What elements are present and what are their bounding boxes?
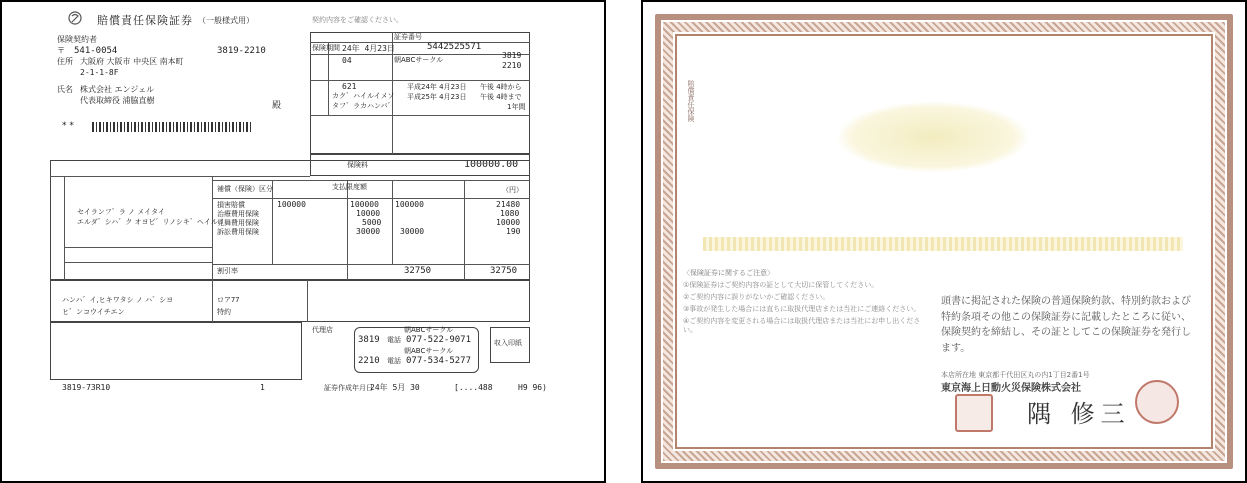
- ins-kana2: タフ゛ラカハンバ゛: [332, 102, 395, 110]
- postal-code: 541-0054: [74, 46, 118, 56]
- address-line1: 大阪府 大阪市 中央区 南本町: [80, 57, 184, 66]
- title-note: 契約内容をご確認ください。: [312, 16, 403, 24]
- representative: 代表取締役 浦脇直樹: [80, 96, 155, 105]
- period-code: 04: [342, 56, 352, 65]
- ins-code: 621: [342, 82, 357, 91]
- footer-ref: [....488: [454, 383, 493, 392]
- limit-cell: 100000: [395, 200, 424, 209]
- company-name: 東京海上日動火災保険株式会社: [941, 383, 1081, 394]
- tel-label-2: 電話: [387, 357, 401, 365]
- statement-line: ます。: [941, 342, 971, 354]
- notes-kana1: ハンハ゛イ,ヒキワタシ ノ ハ゛シヨ: [62, 296, 174, 304]
- footer-id: H9 96): [518, 383, 547, 392]
- policy-front-page: 賠償責任保険証券 （一般様式用） 契約内容をご確認ください。 保険契約者 〒 541-0054 3819-2210 住所 大阪府 大阪市 中央区 南本町 2-1-1-8F 氏名 株式会社 エンジェル 代表取締役 浦脇直樹 殿 * * 証券番号 5442525571 保険期間 24年 4月23日 04 朝ABCサークル 3819 2210 621 カク゛ハイルイメソ タフ゛ラカハンバ゛ 平成24年 4月23日 平成25年 4月23日 午後 4時から 午後 4時まで 1年間 保険料 100000.00 補償（保険）区分 支払限度額 （円） 損害賠償 治療費用保険 見舞費用保険 訴訟費用保険 100000 100000 10000 5000 30000 100000 30000 21480 1080 10000 190 セイランフ゛ラ ノ メイタイ エルダ゛シハ゛ク オヨビ゛リノシキ゛ヘイルイ 割引率 32750 32750 ハンハ゛イ,ヒキワタシ ノ ハ゛シヨ ヒ゛ンコウイチエン ロア77 特約 代理店 朝ABCサークル 3819 電話 077-522-9071 朝ABCサークル 2210 電話 077-534-5277 収入印紙 3819-73R10 1 証券作成年月日 24年 5月 30 [....488 H9 96): [0, 0, 606, 483]
- agent-tel2: 077-534-5277: [406, 356, 472, 366]
- address-label: 住所: [57, 57, 73, 66]
- watermark-emblem: [838, 102, 1028, 172]
- total-premium: 32750: [404, 266, 432, 276]
- coverage-header: 補償（保険）区分: [217, 185, 273, 193]
- limit-cell: 100000: [277, 200, 306, 209]
- total-premium-2: 32750: [490, 266, 518, 276]
- limit-cell: 30000: [400, 227, 425, 236]
- premium-cell: 190: [506, 227, 521, 236]
- insured-item: エルダ゛シハ゛ク オヨビ゛リノシキ゛ヘイルイ: [77, 218, 225, 226]
- statement-line: 特約条項その他この保険証券に記載したところに従い、: [941, 311, 1191, 323]
- statement-line: 保険契約を締結し、その証としてこの保険証券を発行し: [941, 327, 1191, 338]
- policyholder-label: 保険契約者: [57, 35, 97, 44]
- premium-cell: 21480: [496, 200, 521, 209]
- president-name: 隅 修三: [1027, 400, 1131, 428]
- limit-cell: 30000: [356, 227, 381, 236]
- branch-code: 3819-2210: [217, 46, 266, 56]
- cert-no-label: 証券番号: [394, 33, 422, 41]
- president-seal: [1135, 380, 1179, 424]
- cert-no: 5442525571: [427, 42, 482, 52]
- company-seal: [955, 394, 993, 432]
- discount-label: 割引率: [217, 267, 238, 275]
- agent-code-a: 3819: [358, 335, 380, 345]
- vertical-label: 賠償責任保険: [687, 80, 695, 122]
- premium-cell: 1080: [500, 209, 520, 218]
- notes-kana2: ヒ゛ンコウイチエン: [62, 308, 125, 316]
- agent-code-b: 2210: [358, 356, 380, 366]
- memo-box: [50, 322, 302, 380]
- term-time2: 午後 4時まで: [480, 93, 522, 101]
- footer-code: 3819-73R10: [62, 383, 111, 392]
- cautions-title: 〈保険証券に関するご注意〉: [683, 269, 774, 277]
- issuance-statement: [941, 294, 1211, 356]
- tel-label-1: 電話: [387, 336, 401, 344]
- footer-date: 24年 5月 30: [370, 383, 420, 392]
- agent-label: 代理店: [312, 326, 333, 334]
- honorific: 殿: [272, 101, 282, 111]
- notes-code: ロア77: [217, 296, 240, 304]
- ins-kana1: カク゛ハイルイメソ: [332, 92, 395, 100]
- policy-subtitle: （一般様式用）: [198, 16, 254, 25]
- name-label: 氏名: [57, 85, 73, 94]
- address-line2: 2-1-1-8F: [80, 68, 119, 77]
- policyholder-name: 株式会社 エンジェル: [80, 85, 155, 94]
- term-end: 平成25年 4月23日: [407, 93, 467, 101]
- statement-line: 頭書に掲記された保険の普通保険約款、特別約款および: [941, 296, 1191, 307]
- company-logo-icon: [68, 11, 82, 25]
- policy-certificate-page: [641, 0, 1247, 483]
- coverage-item: 損害賠償: [217, 201, 245, 209]
- period-label: 保険期間: [312, 44, 340, 52]
- footer-page: 1: [260, 383, 265, 392]
- stamp-label: 収入印紙: [494, 339, 522, 347]
- postal-mark: 〒: [57, 46, 65, 55]
- term-time1: 午後 4時から: [480, 83, 522, 91]
- premium-amount: 100000.00: [464, 159, 519, 170]
- agency-code2: 2210: [502, 61, 522, 70]
- premium-label: 保険料: [347, 161, 368, 169]
- special-label: 特約: [217, 308, 231, 316]
- term-days: 1年間: [507, 103, 526, 111]
- policy-title: 賠償責任保険証券: [97, 14, 193, 27]
- unit-yen: （円）: [502, 186, 523, 194]
- coverage-item: 治療費用保険: [217, 210, 259, 218]
- caution-paragraph: ②ご契約内容に誤りがないかご確認ください。: [683, 292, 830, 301]
- agent-name1: 朝ABCサークル: [404, 326, 454, 334]
- limit-cell: 10000: [356, 209, 381, 218]
- caution-paragraph: ①保険証券はご契約内容の証として大切に保管してください。: [683, 280, 879, 289]
- guilloche-band: [703, 237, 1183, 251]
- limit-cell: 100000: [350, 200, 379, 209]
- limit-cell: 5000: [362, 218, 382, 227]
- amount-header: 支払限度額: [332, 183, 367, 191]
- coverage-item: 訴訟費用保険: [217, 228, 259, 236]
- period-start: 24年 4月23日: [342, 44, 395, 53]
- caution-paragraph: ③事故が発生した場合には直ちに取扱代理店または当社にご連絡ください。: [683, 304, 921, 313]
- term-start: 平成24年 4月23日: [407, 83, 467, 91]
- head-office-address: 本店所在地 東京都千代田区丸の内1丁目2番1号: [941, 371, 1090, 379]
- insured-item: セイランフ゛ラ ノ メイタイ: [77, 208, 165, 216]
- postal-barcode: [92, 122, 252, 132]
- agency-name: 朝ABCサークル: [394, 56, 444, 64]
- cautions-block: [683, 270, 923, 338]
- agency-code: 3819: [502, 51, 522, 60]
- caution-paragraph: ④ご契約内容を変更される場合には取扱代理店または当社にお申し出ください。: [683, 316, 921, 335]
- agent-tel1: 077-522-9071: [406, 335, 472, 345]
- premium-cell: 10000: [496, 218, 521, 227]
- footer-date-label: 証券作成年月日: [324, 384, 373, 392]
- agent-name2: 朝ABCサークル: [404, 347, 454, 355]
- coverage-item: 見舞費用保険: [217, 219, 259, 227]
